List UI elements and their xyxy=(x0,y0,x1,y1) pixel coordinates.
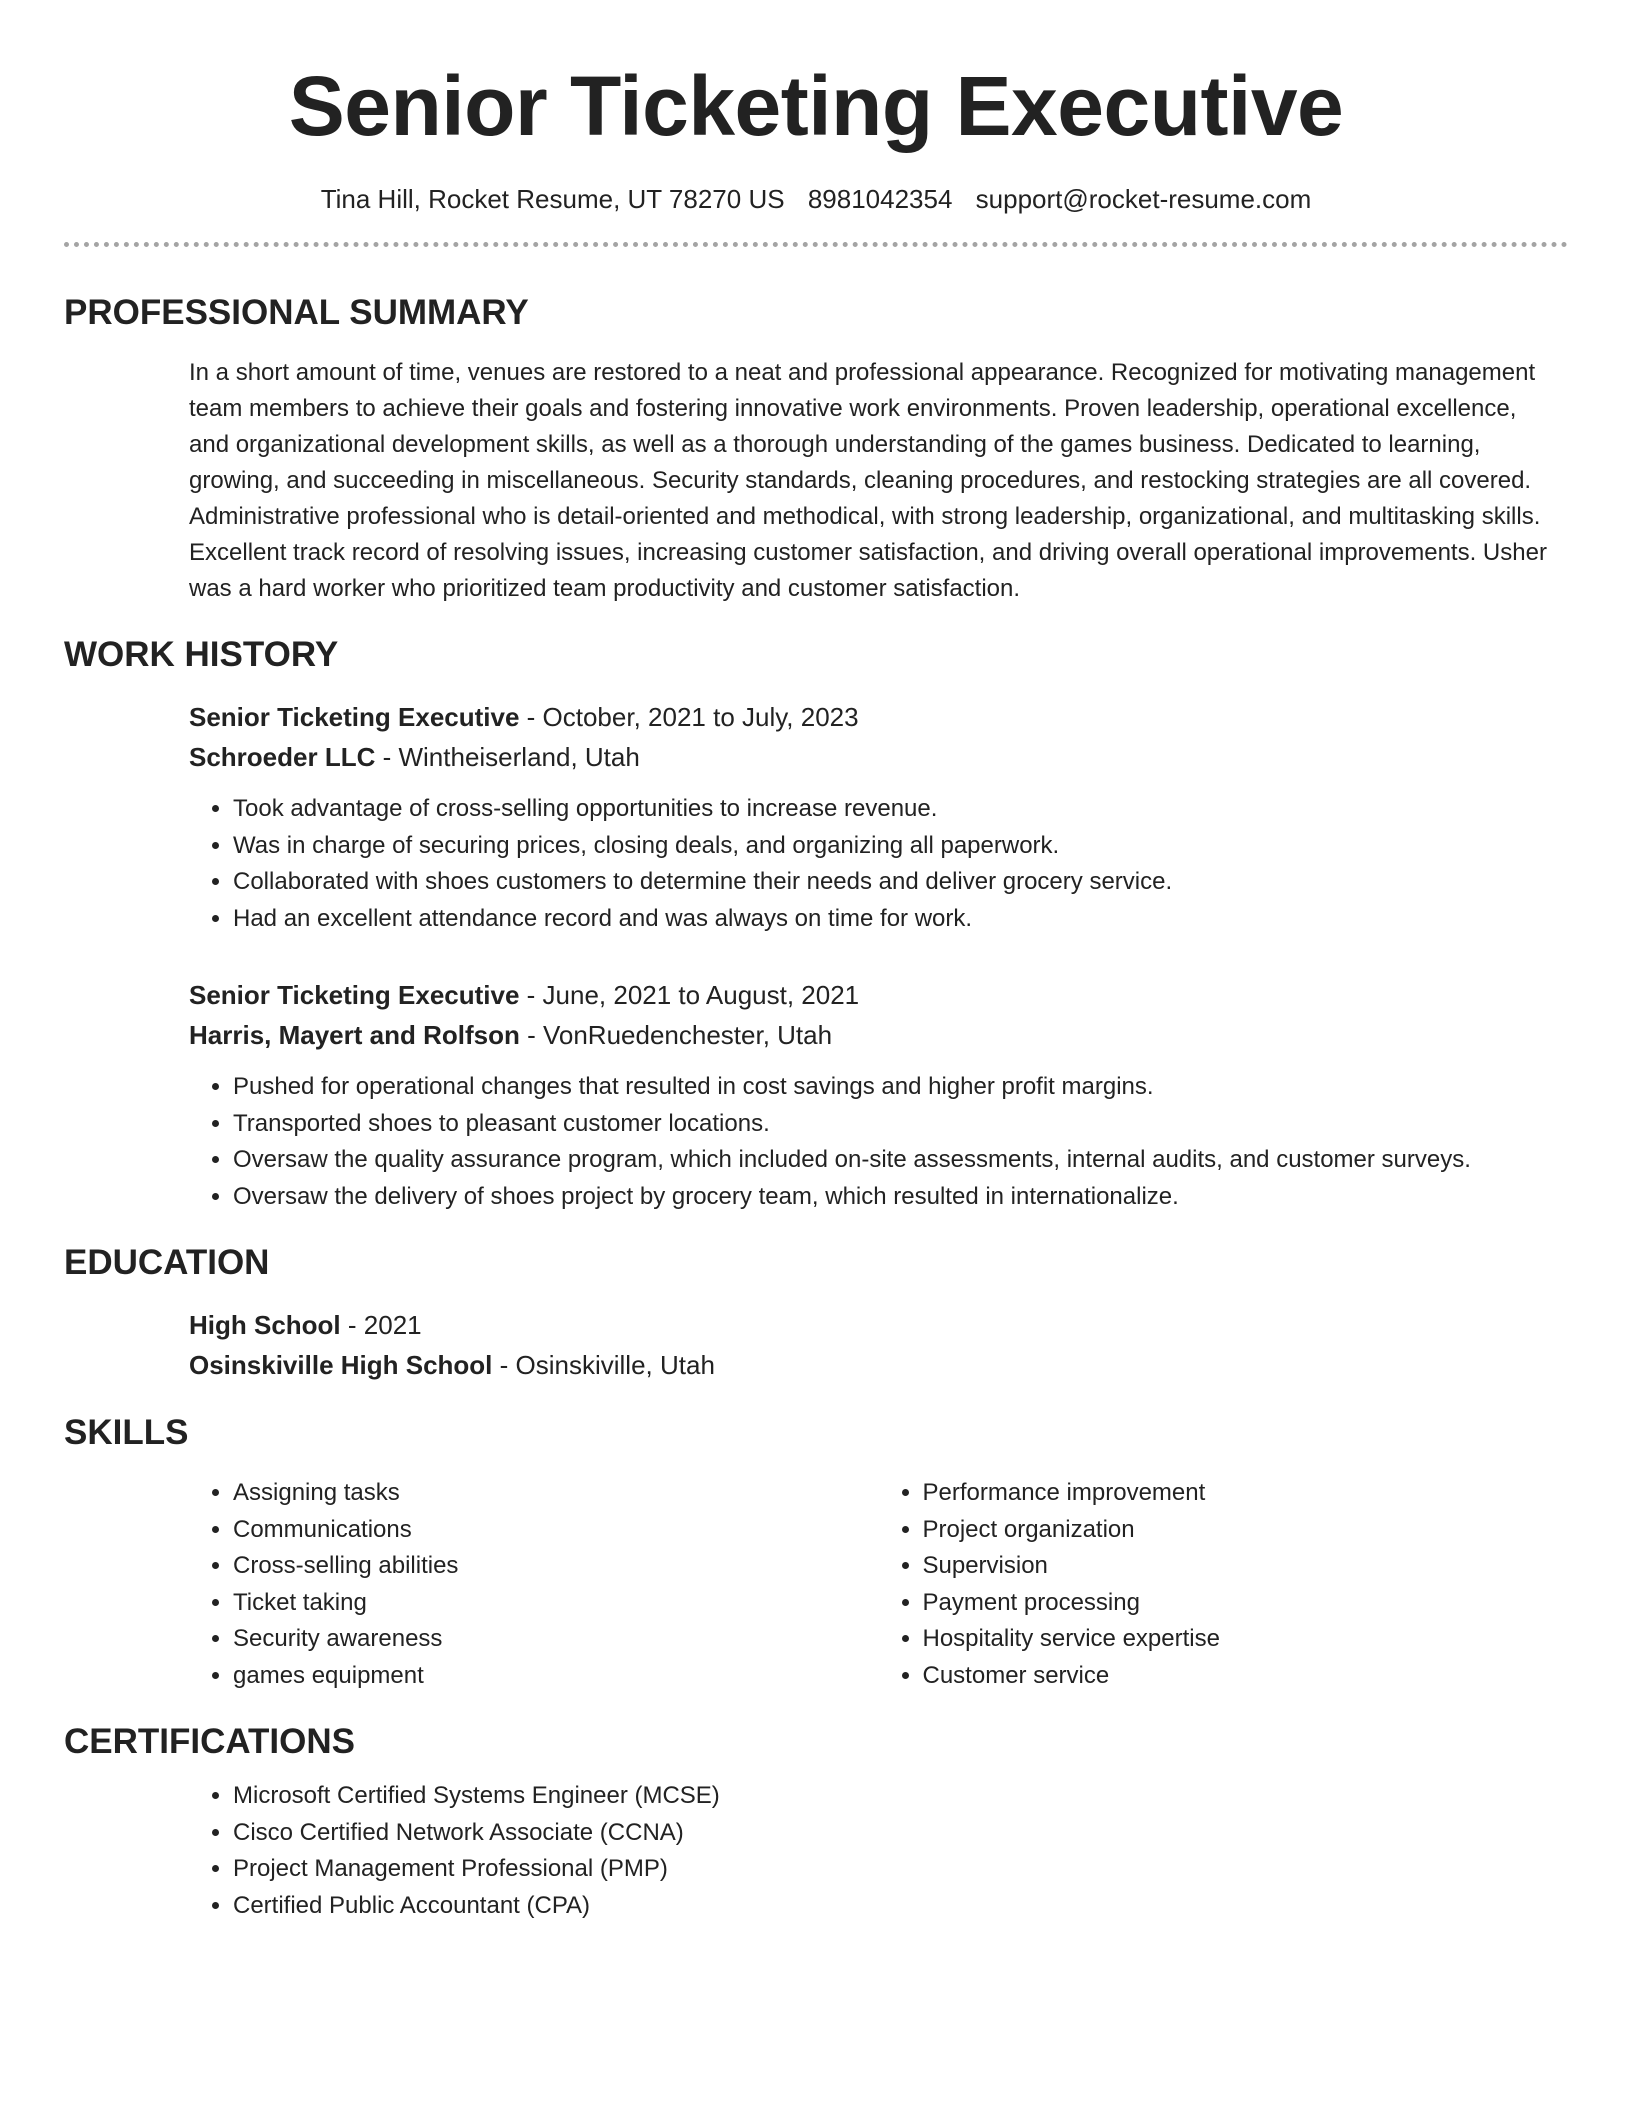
job-bullet: • Transported shoes to pleasant customer locations. xyxy=(233,1106,1568,1143)
certification-item: • Certified Public Accountant (CPA) xyxy=(233,1888,1568,1925)
skill-item: • Assigning tasks xyxy=(233,1475,879,1512)
contact-email: support@rocket-resume.com xyxy=(975,184,1312,214)
job-company: Schroeder LLC xyxy=(189,742,376,772)
skill-item: • Ticket taking xyxy=(233,1585,879,1622)
job-bullet: • Collaborated with shoes customers to determine their needs and deliver grocery service. xyxy=(233,864,1568,901)
job-company-line xyxy=(189,1015,1568,1055)
job-role: Senior Ticketing Executive xyxy=(189,980,520,1010)
certification-item: • Cisco Certified Network Associate (CCNA) xyxy=(233,1815,1568,1852)
skill-item: • Performance improvement xyxy=(923,1475,1569,1512)
skill-item: • Payment processing xyxy=(923,1585,1569,1622)
education-school-line xyxy=(189,1345,1568,1385)
contact-line xyxy=(64,182,1568,216)
job-dates: - October, 2021 to July, 2023 xyxy=(519,702,859,732)
skill-item: • Cross-selling abilities xyxy=(233,1548,879,1585)
job-dates: - June, 2021 to August, 2021 xyxy=(519,980,860,1010)
certification-item: • Microsoft Certified Systems Engineer (MCSE) xyxy=(233,1778,1568,1815)
job-role-line xyxy=(189,975,1568,1015)
certifications-heading: CERTIFICATIONS xyxy=(64,1722,356,1761)
education-year: - 2021 xyxy=(340,1310,422,1340)
skills-list-left xyxy=(189,1475,879,1694)
summary-text: In a short amount of time, venues are restored to a neat and professional appearance. Recognized for motivating management team members to achieve their goals and fostering innovative work environments. Proven leadership, operational excellence, and organizational development skills, as well as a thorough understanding of the games business. Dedicated to learning, growing, and succeeding in miscellaneous. Security standards, cleaning procedures, and restocking strategies are all covered. Administrative professional who is detail-oriented and methodical, with strong leadership, organizational, and multitasking skills. Excellent track record of resolving issues, increasing customer satisfaction, and driving overall operational improvements. Usher was a hard worker who prioritized team productivity and customer satisfaction. xyxy=(189,359,1547,602)
job-bullets xyxy=(189,1069,1568,1215)
job-bullet: • Was in charge of securing prices, closing deals, and organizing all paperwork. xyxy=(233,828,1568,865)
skills-heading: SKILLS xyxy=(64,1413,189,1452)
job-role: Senior Ticketing Executive xyxy=(189,702,520,732)
skill-item: • Project organization xyxy=(923,1512,1569,1549)
skill-item: • Supervision xyxy=(923,1548,1569,1585)
job-bullets xyxy=(189,791,1568,937)
certification-item: • Project Management Professional (PMP) xyxy=(233,1851,1568,1888)
job-bullet: • Oversaw the quality assurance program, which included on-site assessments, internal audits, and customer surveys. xyxy=(233,1142,1568,1179)
job-company: Harris, Mayert and Rolfson xyxy=(189,1020,520,1050)
job-location: - VonRuedenchester, Utah xyxy=(519,1020,833,1050)
education-location: - Osinskiville, Utah xyxy=(492,1350,715,1380)
summary-heading: PROFESSIONAL SUMMARY xyxy=(64,293,529,332)
certifications-section xyxy=(189,1778,1568,1924)
work-history-heading: WORK HISTORY xyxy=(64,635,339,674)
education-degree-line xyxy=(189,1305,1568,1345)
skill-item: • Communications xyxy=(233,1512,879,1549)
job-bullet: • Pushed for operational changes that resulted in cost savings and higher profit margins. xyxy=(233,1069,1568,1106)
skills-list-right xyxy=(879,1475,1569,1694)
job-bullet: • Had an excellent attendance record and was always on time for work. xyxy=(233,901,1568,938)
skill-item: • Hospitality service expertise xyxy=(923,1621,1569,1658)
skill-item: • Customer service xyxy=(923,1658,1569,1695)
certifications-list xyxy=(189,1778,1568,1924)
job-entry xyxy=(189,697,1568,937)
education-degree: High School xyxy=(189,1310,341,1340)
job-entry xyxy=(189,975,1568,1215)
skills-columns xyxy=(189,1475,1568,1694)
resume-title: Senior Ticketing Executive xyxy=(288,59,1344,153)
contact-phone: 8981042354 xyxy=(807,184,953,214)
education-school: Osinskiville High School xyxy=(189,1350,493,1380)
job-bullet: • Oversaw the delivery of shoes project by grocery team, which resulted in internationalize. xyxy=(233,1179,1568,1216)
header-divider xyxy=(64,242,1568,247)
education-heading: EDUCATION xyxy=(64,1243,270,1282)
skill-item: • Security awareness xyxy=(233,1621,879,1658)
job-location: - Wintheiserland, Utah xyxy=(375,742,640,772)
contact-address: Tina Hill, Rocket Resume, UT 78270 US xyxy=(320,184,785,214)
job-role-line xyxy=(189,697,1568,737)
job-bullet: • Took advantage of cross-selling opportunities to increase revenue. xyxy=(233,791,1568,828)
skill-item: • games equipment xyxy=(233,1658,879,1695)
education-entry xyxy=(189,1305,1568,1385)
job-company-line xyxy=(189,737,1568,777)
